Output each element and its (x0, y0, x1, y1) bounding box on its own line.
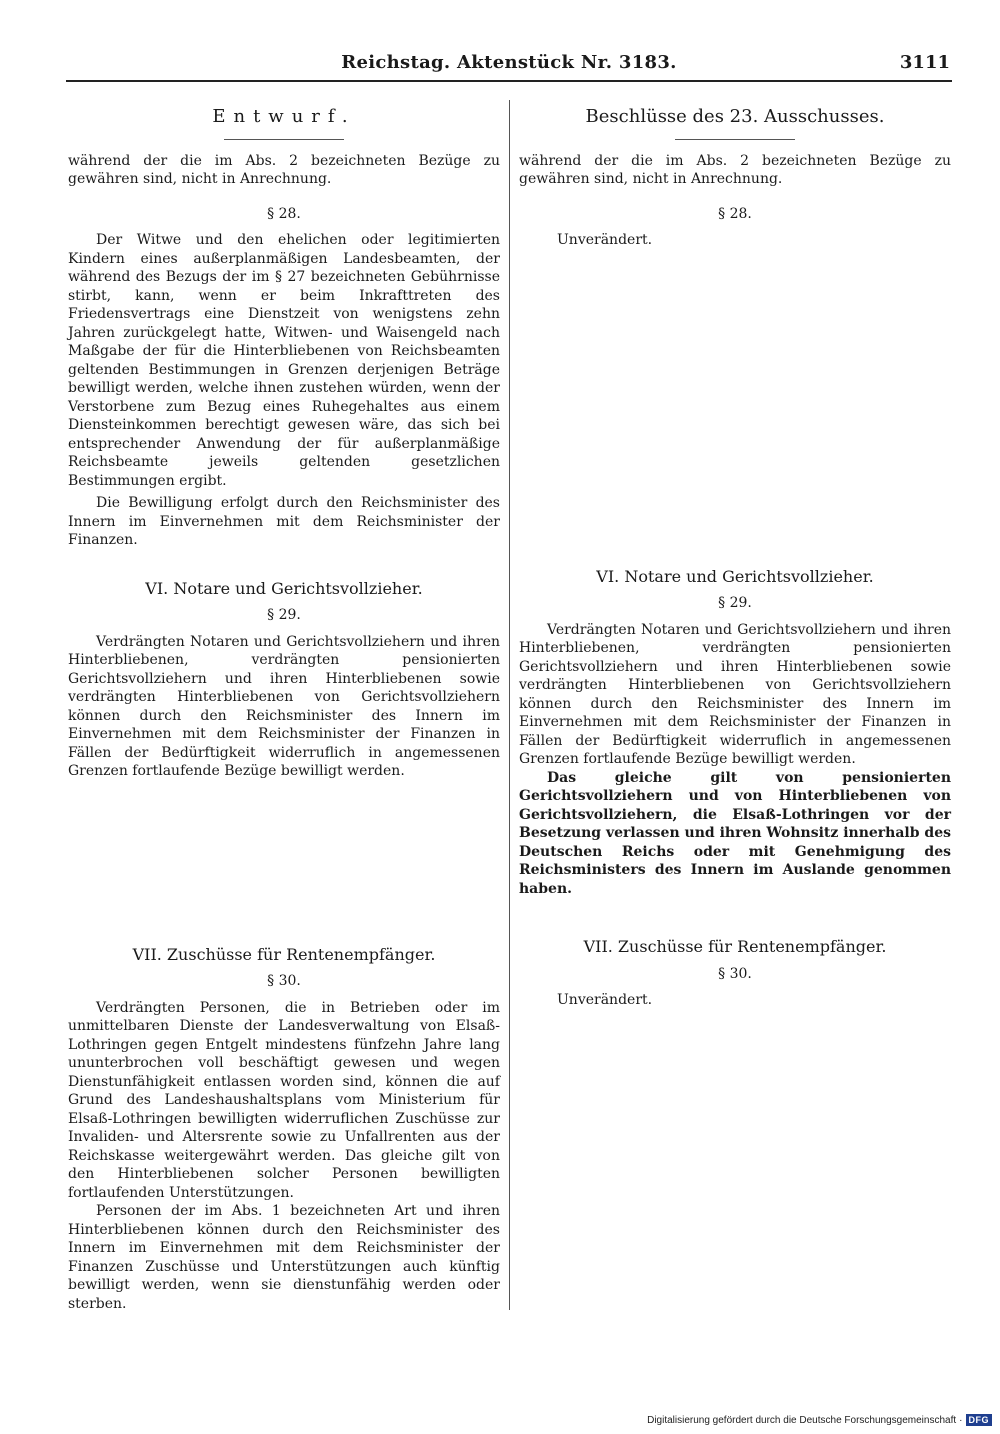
title-rule (675, 139, 795, 140)
paragraph-30-unchanged: Unverändert. (557, 992, 653, 1008)
column-divider (509, 100, 510, 1310)
paragraph-30-text: Verdrängten Personen, die in Betrieben oder im unmittelbaren Dienste der Landesverwaltung von Elsaß-Lothringen gegen Entgelt mindestens fünfzehn Jahre lang ununterbrochen voll beschäftigt gewesen und wegen Dienstunfähigkeit entlassen worden sind, können die auf Grund des Landeshaushaltsplans vom Ministerium für Elsaß-Lothringen bewilligten widerruflichen Zuschüsse zur Invaliden- und Altersrente sowie zu Unfallrenten aus der Reichskasse weitergewährt werden. Das gleiche gilt von den Hinterbliebenen solcher Personen bewilligten fortlaufenden Unterstützungen. (68, 999, 500, 1201)
paragraph-29-sign: § 29. (267, 607, 301, 623)
paragraph-29-text: Verdrängten Notaren und Gerichtsvollziehern und ihren Hinterbliebenen, verdrängten pensionierten Gerichtsvollziehern und ihren Hinterbliebenen sowie verdrängten Hinterbliebenen von Gerichtsvollziehern können durch den Reichsminister des Innern im Einvernehmen mit dem Reichsminister der Finanzen in Fällen der Bedürftigkeit widerruflich in angemessenen Grenzen fortlaufende Bezüge bewilligt werden. (68, 633, 500, 779)
section-vi-heading: VI. Notare und Gerichtsvollzieher. (596, 566, 874, 586)
header-rule (66, 80, 952, 82)
document-title: Reichstag. Aktenstück Nr. 3183. (341, 52, 677, 73)
draft-column (68, 100, 500, 1313)
paragraph-28-text: Der Witwe und den ehelichen oder legitimierten Kindern eines außerplanmäßigen Landesbeamten, der während des Bezugs der im § 27 bezeichneten Gebührnisse stirbt, kann, wenn er beim Inkrafttreten des Friedensvertrags eine Dienstzeit von wenigstens zehn Jahren zurückgelegt hatte, Witwen- und Waisengeld nach Maßgabe der für die Hinterbliebenen von Reichsbeamten geltenden Bestimmungen in Grenzen derjenigen Beträge bewilligt werden, welche ihnen zustehen würden, wenn der Verstorbene zum Bezug eines Ruhegehaltes aus einem Diensteinkommen berechtigt gewesen wäre, das sich bei entsprechender Anwendung der für außerplanmäßige Reichsbeamte jeweils geltenden gesetzlichen Bestimmungen ergibt. (68, 232, 500, 489)
paragraph-30-sign: § 30. (267, 973, 301, 989)
paragraph-28-sign: § 28. (267, 205, 301, 222)
continuation-text: während der die im Abs. 2 bezeichneten Bezüge zu gewähren sind, nicht in Anrechnung. (68, 152, 500, 187)
committee-column (519, 100, 951, 1010)
paragraph-29-addition: Das gleiche gilt von pensionierten Gerichtsvollziehern und von Hinterbliebenen von Gerichtsvollziehern, die Elsaß-Lothringen vor der Besetzung verlassen und ihren Wohnsitz innerhalb des Deutschen Reichs oder mit Genehmigung des Reichsministers des Innern im Auslande genommen haben. (519, 769, 951, 897)
paragraph-28-unchanged: Unverändert. (557, 232, 653, 248)
section-vi-heading: VI. Notare und Gerichtsvollzieher. (145, 578, 423, 598)
paragraph-28-text-2: Die Bewilligung erfolgt durch den Reichsminister des Innern im Einvernehmen mit dem Reichsminister der Finanzen. (68, 495, 500, 548)
section-vii-heading: VII. Zuschüsse für Rentenempfänger. (583, 937, 887, 956)
paragraph-30-text-2: Personen der im Abs. 1 bezeichneten Art und ihren Hinterbliebenen können durch den Reichsminister des Innern im Einvernehmen mit dem Reichsminister der Finanzen Zuschüsse und Unterstützungen auch künftig bewilligt werden, wenn sie dienstunfähig werden oder sterben. (68, 1203, 500, 1312)
credit-text: Digitalisierung gefördert durch die Deutsche Forschungsgemeinschaft (647, 1414, 957, 1426)
running-header (66, 52, 952, 82)
committee-column-title: Beschlüsse des 23. Ausschusses. (585, 106, 885, 127)
draft-column-title: Entwurf. (212, 106, 356, 127)
title-rule (224, 139, 344, 140)
digitization-credit: Digitalisierung gefördert durch die Deutsche Forschungsgemeinschaft · DFG (647, 1414, 992, 1426)
paragraph-28-sign: § 28. (718, 205, 752, 222)
continuation-text: während der die im Abs. 2 bezeichneten Bezüge zu gewähren sind, nicht in Anrechnung. (519, 152, 951, 187)
paragraph-29-sign: § 29. (718, 595, 752, 611)
paragraph-29-text: Verdrängten Notaren und Gerichtsvollziehern und ihren Hinterbliebenen, verdrängten pensionierten Gerichtsvollziehern und ihren Hinterbliebenen sowie verdrängten Hinterbliebenen von Gerichtsvollziehern können durch den Reichsminister des Innern im Einvernehmen mit dem Reichsminister der Finanzen in Fällen der Bedürftigkeit widerruflich in angemessenen Grenzen fortlaufende Bezüge bewilligt werden. (519, 621, 951, 767)
page-number: 3111 (899, 52, 950, 73)
dfg-logo: DFG (966, 1414, 993, 1426)
paragraph-30-sign: § 30. (718, 965, 752, 982)
section-vii-heading: VII. Zuschüsse für Rentenempfänger. (132, 944, 436, 964)
